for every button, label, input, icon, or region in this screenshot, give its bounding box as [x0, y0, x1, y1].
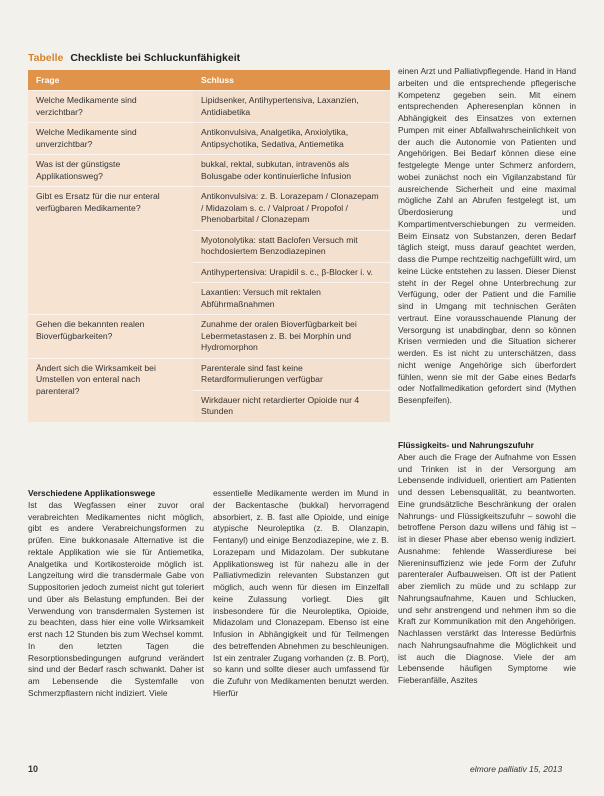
- table-cell-answer: Antihypertensiva: Urapidil s. c., β-Blocker i. v.: [193, 262, 390, 283]
- section-heading-routes: Verschiedene Applikationswege: [28, 488, 156, 498]
- table-caption: [28, 52, 388, 66]
- column-middle-text: essentielle Medikamente werden im Mund in der Backentasche (bukkal) hervorragend absorbiert, z. B. fast alle Opioide, und einige atypische Neuroleptika (z. B. Olanzapin, Fentanyl) und einige Benzodiazepine, wie z. B. Lorazepam und Midazolam. Der subkutane Applikationsweg ist für nahezu alle in der Palliativmedizin relevanten Substanzen gut möglich, auch wenn für diesen im Einzelfall keine Zulassung vorliegt. Dies gilt insbesondere für die Neuroleptika, Opioide, Midazolam und Clonazepam. Ebenso ist eine Infusion in Abhängigkeit und für Teilmengen des betreffenden Abnehmen zu beschleunigen. Ist ein zentraler Zugang vorhanden (z. B. Port), so kann und sollte dieser auch umfassend für die Zufuhr von Medikamenten benutzt werden. Hierfür: [213, 488, 389, 698]
- right-column-bottom-text: Aber auch die Frage der Aufnahme von Essen und Trinken ist in der Versorgung am Lebensende individuell, orientiert am Patienten und dessen Lebensqualität, zu beantworten. Eine grundsätzliche Beschränkung der oralen Nahrungs- und Flüssigkeitszufuhr – sowohl die betroffene Person dazu willens und fähig ist – ist in dieser Phase aber ebenso wenig indiziert. Ausnahme: fehlende Wasserdiurese bei Niereninsuffizienz wie jede Form der Zufuhr parenteraler Aufbauweisen. Oft ist der Patient aber ziemlich zu müde und zu schlapp zur Nahrungsaufnahme, Kauen und Schlucken, und sehr anstrengend und nehmen ihm so die Kraft zur Kommunikation mit den Angehörigen. Nachlassen verstärkt das Interesse Bedürfnis nach Nahrungsaufnahme die Möglichkeit und ist auch die Diagnose. Viele der am Lebensende häufigen Symptome wie Fieberanfälle, Aszites: [398, 451, 576, 685]
- column-left-text: Ist das Wegfassen einer zuvor oral verabreichten Medikamentes nicht möglich, gibt es andere Verabreichungsformen zu prüfen. Eine bukkonasale Alternative ist die rektale Applikation wie sie für Antiemetika, Analgetika und Kortikosteroide möglich ist. Langzeitung wird die transdermale Gabe von Suppositorien jedoch zumeist nicht gut toleriert und über als Belastung empfunden. Bei der Verwendung von transdermalen Systemen ist zu beachten, dass hier eine volle Wirksamkeit erst nach 12 Stunden bis zum Wechsel kommt. In den letzten Tagen die Resorptionsbedingungen aufgrund verändert sind und der Bedarf rasch schwankt. Daher ist am Lebensende die Systemfalle von Schmerzpflastern nicht indiziert. Viele: [28, 499, 204, 698]
- table-row: [28, 358, 390, 422]
- right-column-top-text: einen Arzt und Palliativpflegende. Hand in Hand arbeiten und die entsprechende pflegerische Kompetenz gegeben sein. Mit einem entsprechenden Apheresenplan können in Abhängigkeit des Einsatzes von externen Pumpen mit einer Abfallwahrscheinlichkeit von der auch die Autonomie von Patienten und Angehörigen. Bei Bedarf können diese eine festgelegte Menge unter Schmerz anfordern, wobei zunächst noch ein Vigilanzabstand für ausreichende Sicherheit und eine maximal mögliche Zahl an Abrufen festgelegt ist, um Überdosierung und Kompartimentverschiebungen zu vermeiden. Beim Einsatz von Substanzen, deren Bedarf täglich steigt, muss darauf geachtet werden, dass die Pumpe rechtzeitig nachgefüllt wird, um keine Lücke entstehen zu lassen. Dieser Dienst steht in der Regel ohne Unterbrechung zur Verfügung, oder der Patient und die Familie sind in Umgang mit technischen Geräten vertraut. Eine vorausschauende Planung der Versorgung ist unabdingbar, denn so können Krisen vermieden und die Situation sicherer werden. Es ist nicht zu unterschätzen, dass nicht wenige Angehörige sich überfordert fühlen, wenn sie mit der Gabe eines Bedarfs oder Notfallmedikation gefordert sind (Mythen Besenpfeifen).: [398, 66, 576, 405]
- table-row: [28, 90, 390, 122]
- table-row: [28, 186, 390, 314]
- table-header-question: Frage: [36, 75, 60, 85]
- table-row: [28, 122, 390, 154]
- table-cell-answer: Wirkdauer nicht retardierter Opioide nur 4 Stunden: [193, 390, 390, 422]
- table-header-answer: Schluss: [201, 75, 234, 85]
- checklist-table: [28, 70, 390, 470]
- table-cell-answer: Lipidsenker, Antihypertensiva, Laxanzien, Antidiabetika: [193, 90, 390, 122]
- table-cell-answer: Laxantien: Versuch mit rektalen Abführmaßnahmen: [193, 282, 390, 314]
- table-cell-answer: Antikonvulsiva: z. B. Lorazepam / Clonazepam / Midazolam s. c. / Valproat / Propofol / Phenobarbital / Clonazepam: [193, 186, 390, 230]
- caption-tag: Tabelle: [28, 52, 64, 64]
- page-number: 10: [28, 764, 39, 774]
- table-cell-question: Gibt es Ersatz für die nur enteral verfügbaren Medikamente?: [28, 186, 193, 314]
- table-cell-question: Welche Medikamente sind verzichtbar?: [28, 90, 193, 122]
- table-cell-answer: Myotonolytika: statt Baclofen Versuch mit hochdosiertem Benzodiazepinen: [193, 230, 390, 262]
- table-cell-question: Ändert sich die Wirksamkeit bei Umstellen von enteral nach parenteral?: [28, 358, 193, 422]
- section-heading-food: Flüssigkeits- und Nahrungszufuhr: [398, 440, 534, 450]
- table-cell-question: Welche Medikamente sind unverzichtbar?: [28, 122, 193, 154]
- table-cell-question: Was ist der günstigste Applikationsweg?: [28, 154, 193, 186]
- column-left: [28, 488, 204, 758]
- table-row: [28, 154, 390, 186]
- table-cell-answer: Parenterale sind fast keine Retardformulierungen verfügbar: [193, 358, 390, 390]
- caption-title: Checkliste bei Schluckunfähigkeit: [70, 52, 241, 64]
- magazine-footer: elmore palliativ 15, 2013: [470, 764, 563, 774]
- right-column-bottom: [398, 440, 576, 758]
- table-cell-answer: Antikonvulsiva, Analgetika, Anxiolytika, Antipsychotika, Sedativa, Antiemetika: [193, 122, 390, 154]
- table-cell-question: Gehen die bekannten realen Bioverfügbarkeiten?: [28, 314, 193, 358]
- table-row: [28, 314, 390, 358]
- table-cell-answer: Zunahme der oralen Bioverfügbarkeit bei Lebermetastasen z. B. bei Morphin und Hydromorphon: [193, 314, 390, 358]
- table-cell-answer: bukkal, rektal, subkutan, intravenös als Bolusgabe oder kontinuierliche Infusion: [193, 154, 390, 186]
- table-header: [28, 70, 390, 90]
